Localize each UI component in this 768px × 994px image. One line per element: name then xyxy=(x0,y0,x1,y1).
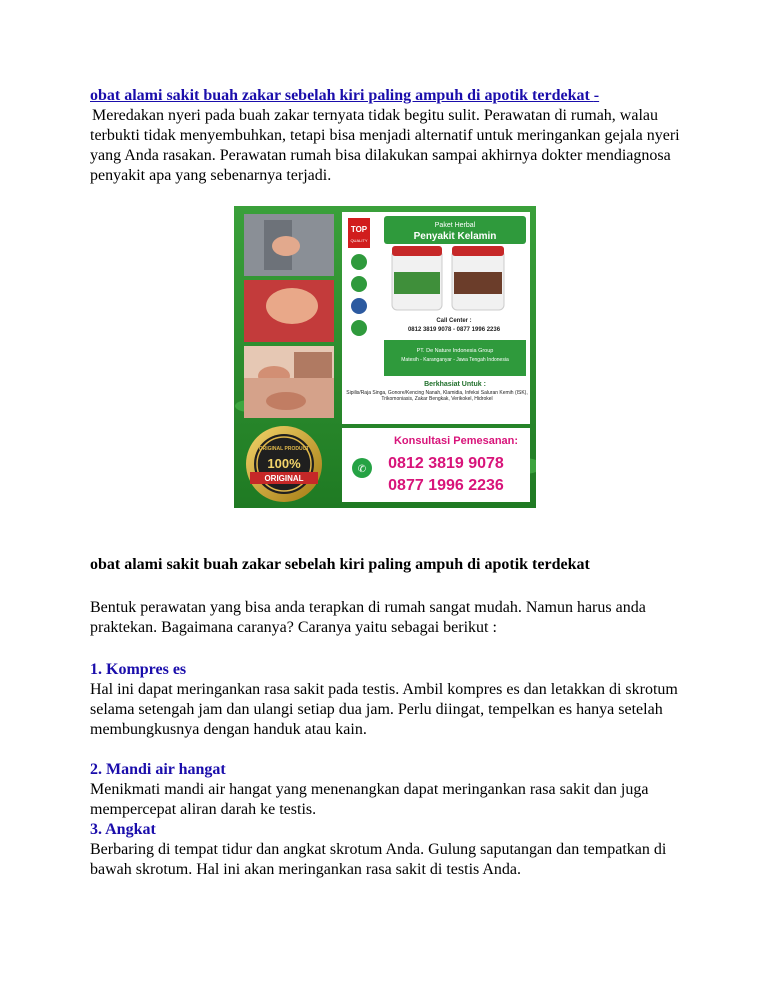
call-center-numbers: 0812 3819 9078 - 0877 1996 2236 xyxy=(407,327,501,333)
call-center-label: Call Center : xyxy=(436,318,472,324)
title-separator: - xyxy=(593,87,600,104)
company-address: Matesih - Karanganyar - Jawa Tengah Indonesia xyxy=(401,357,509,363)
intro-paragraph: Meredakan nyeri pada buah zakar ternyata tidak begitu sulit. Perawatan di rumah, walau terbukti tidak menyembuhkan, tetapi bisa menjadi alternatif untuk meringankan gejala nyeri yang Anda rasakan. Perawatan rumah bisa dilakukan sampai akhirnya dokter mendiagnosa penyakit apa yang sebenarnya terjadi. xyxy=(90,107,680,184)
benefits-label: Berkhasiat Untuk : xyxy=(424,381,486,388)
iso-logo xyxy=(351,298,367,314)
svg-text:Penyakit Kelamin: Penyakit Kelamin xyxy=(413,231,497,242)
phone-number-2: 0877 1996 2236 xyxy=(388,477,504,494)
svg-text:ORIGINAL: ORIGINAL xyxy=(264,474,304,483)
step-2 xyxy=(90,760,690,820)
top-quality-badge xyxy=(348,218,370,248)
product-poster-image xyxy=(234,206,536,508)
lead-paragraph: Bentuk perawatan yang bisa anda terapkan di rumah sangat mudah. Namun harus anda praktekan. Bagaimana caranya? Caranya yaitu sebagai berikut : xyxy=(90,599,646,636)
phone-number-1: 0812 3819 9078 xyxy=(388,455,504,472)
step-text: Berbaring di tempat tidur dan angkat skrotum Anda. Gulung saputangan dan tempatkan di bawah skrotum. Hal ini akan meringankan rasa sakit di testis Anda. xyxy=(90,841,667,878)
bpom-logo xyxy=(351,320,367,336)
svg-text:ORIGINAL PRODUCT: ORIGINAL PRODUCT xyxy=(258,446,310,452)
svg-text:QUALITY: QUALITY xyxy=(350,238,368,243)
photo-panels xyxy=(244,214,334,418)
svg-text:TOP: TOP xyxy=(350,225,368,234)
step-title: 3. Angkat xyxy=(90,821,156,838)
consult-label: Konsultasi Pemesanan: xyxy=(393,435,519,447)
company-name: PT. De Nature Indonesia Group xyxy=(416,348,494,354)
step-title: 2. Mandi air hangat xyxy=(90,761,226,778)
step-text: Menikmati mandi air hangat yang menenangkan dapat meringankan rasa sakit dan juga mempercepat aliran darah ke testis. xyxy=(90,781,649,818)
step-text: Hal ini dapat meringankan rasa sakit pada testis. Ambil kompres es dan letakkan di skrotum selama setengah jam dan ulangi setiap dua jam. Perlu diingat, tempelkan es hanya setelah membungkusnya dengan handuk atau kain. xyxy=(90,681,678,738)
benefits-text: Sipilis/Raja Singa, Gonore/Kencing Nanah, Klamidia, Infeksi Saluran Kemih (ISK), Trikomoniasis, Zakar Bengkak, Verikokel, Hidrokel xyxy=(346,390,528,402)
herbal-logo xyxy=(351,276,367,292)
article-title-link[interactable]: obat alami sakit buah zakar sebelah kiri paling ampuh di apotik terdekat - xyxy=(90,87,600,104)
step-3 xyxy=(90,820,690,880)
original-product-seal xyxy=(246,426,322,502)
svg-text:✆: ✆ xyxy=(357,464,367,475)
halal-logo xyxy=(351,254,367,270)
svg-text:Paket Herbal: Paket Herbal xyxy=(434,222,476,229)
svg-text:100%: 100% xyxy=(267,456,301,471)
intro-section xyxy=(90,86,690,186)
step-title: 1. Kompres es xyxy=(90,661,187,678)
section-heading: obat alami sakit buah zakar sebelah kiri paling ampuh di apotik terdekat xyxy=(90,556,590,573)
step-1 xyxy=(90,660,690,740)
